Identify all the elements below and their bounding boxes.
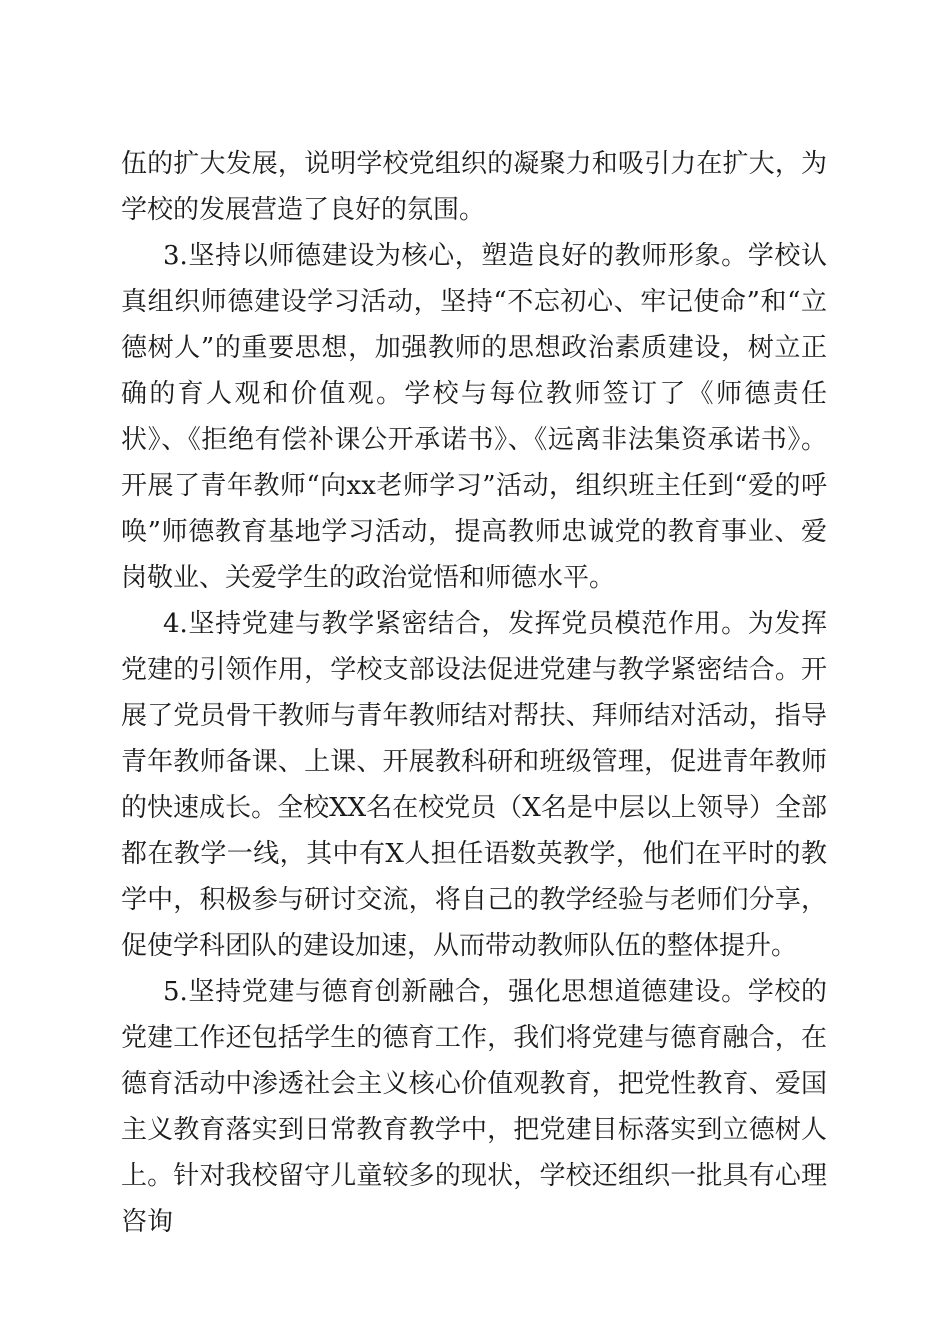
- document-body: [121, 141, 827, 1245]
- paragraph-teacher-ethics: 3.坚持以师德建设为核心，塑造良好的教师形象。学校认真组织师德建设学习活动，坚持“不忘初心、牢记使命”和“立德树人”的重要思想，加强教师的思想政治素质建设，树立正确的育人观和价值观。学校与每位教师签订了《师德责任状》、《拒绝有偿补课公开承诺书》、《远离非法集资承诺书》。开展了青年教师“向xx老师学习”活动，组织班主任到“爱的呼唤”师德教育基地学习活动，提高教师忠诚党的教育事业、爱岗敬业、关爱学生的政治觉悟和师德水平。: [121, 241, 827, 593]
- paragraph-continuation: 伍的扩大发展，说明学校党组织的凝聚力和吸引力在扩大，为学校的发展营造了良好的氛围。: [121, 149, 827, 225]
- paragraph-moral-education: 5.坚持党建与德育创新融合，强化思想道德建设。学校的党建工作还包括学生的德育工作，我们将党建与德育融合，在德育活动中渗透社会主义核心价值观教育，把党性教育、爱国主义教育落实到日常教育教学中，把党建目标落实到立德树人上。针对我校留守儿童较多的现状，学校还组织一批具有心理咨询: [121, 977, 827, 1237]
- paragraph-party-teaching: 4.坚持党建与教学紧密结合，发挥党员模范作用。为发挥党建的引领作用，学校支部设法促进党建与教学紧密结合。开展了党员骨干教师与青年教师结对帮扶、拜师结对活动，指导青年教师备课、上课、开展教科研和班级管理，促进青年教师的快速成长。全校XX名在校党员（X名是中层以上领导）全部都在教学一线，其中有X人担任语数英教学，他们在平时的教学中，积极参与研讨交流，将自己的教学经验与老师们分享，促使学科团队的建设加速，从而带动教师队伍的整体提升。: [121, 609, 827, 961]
